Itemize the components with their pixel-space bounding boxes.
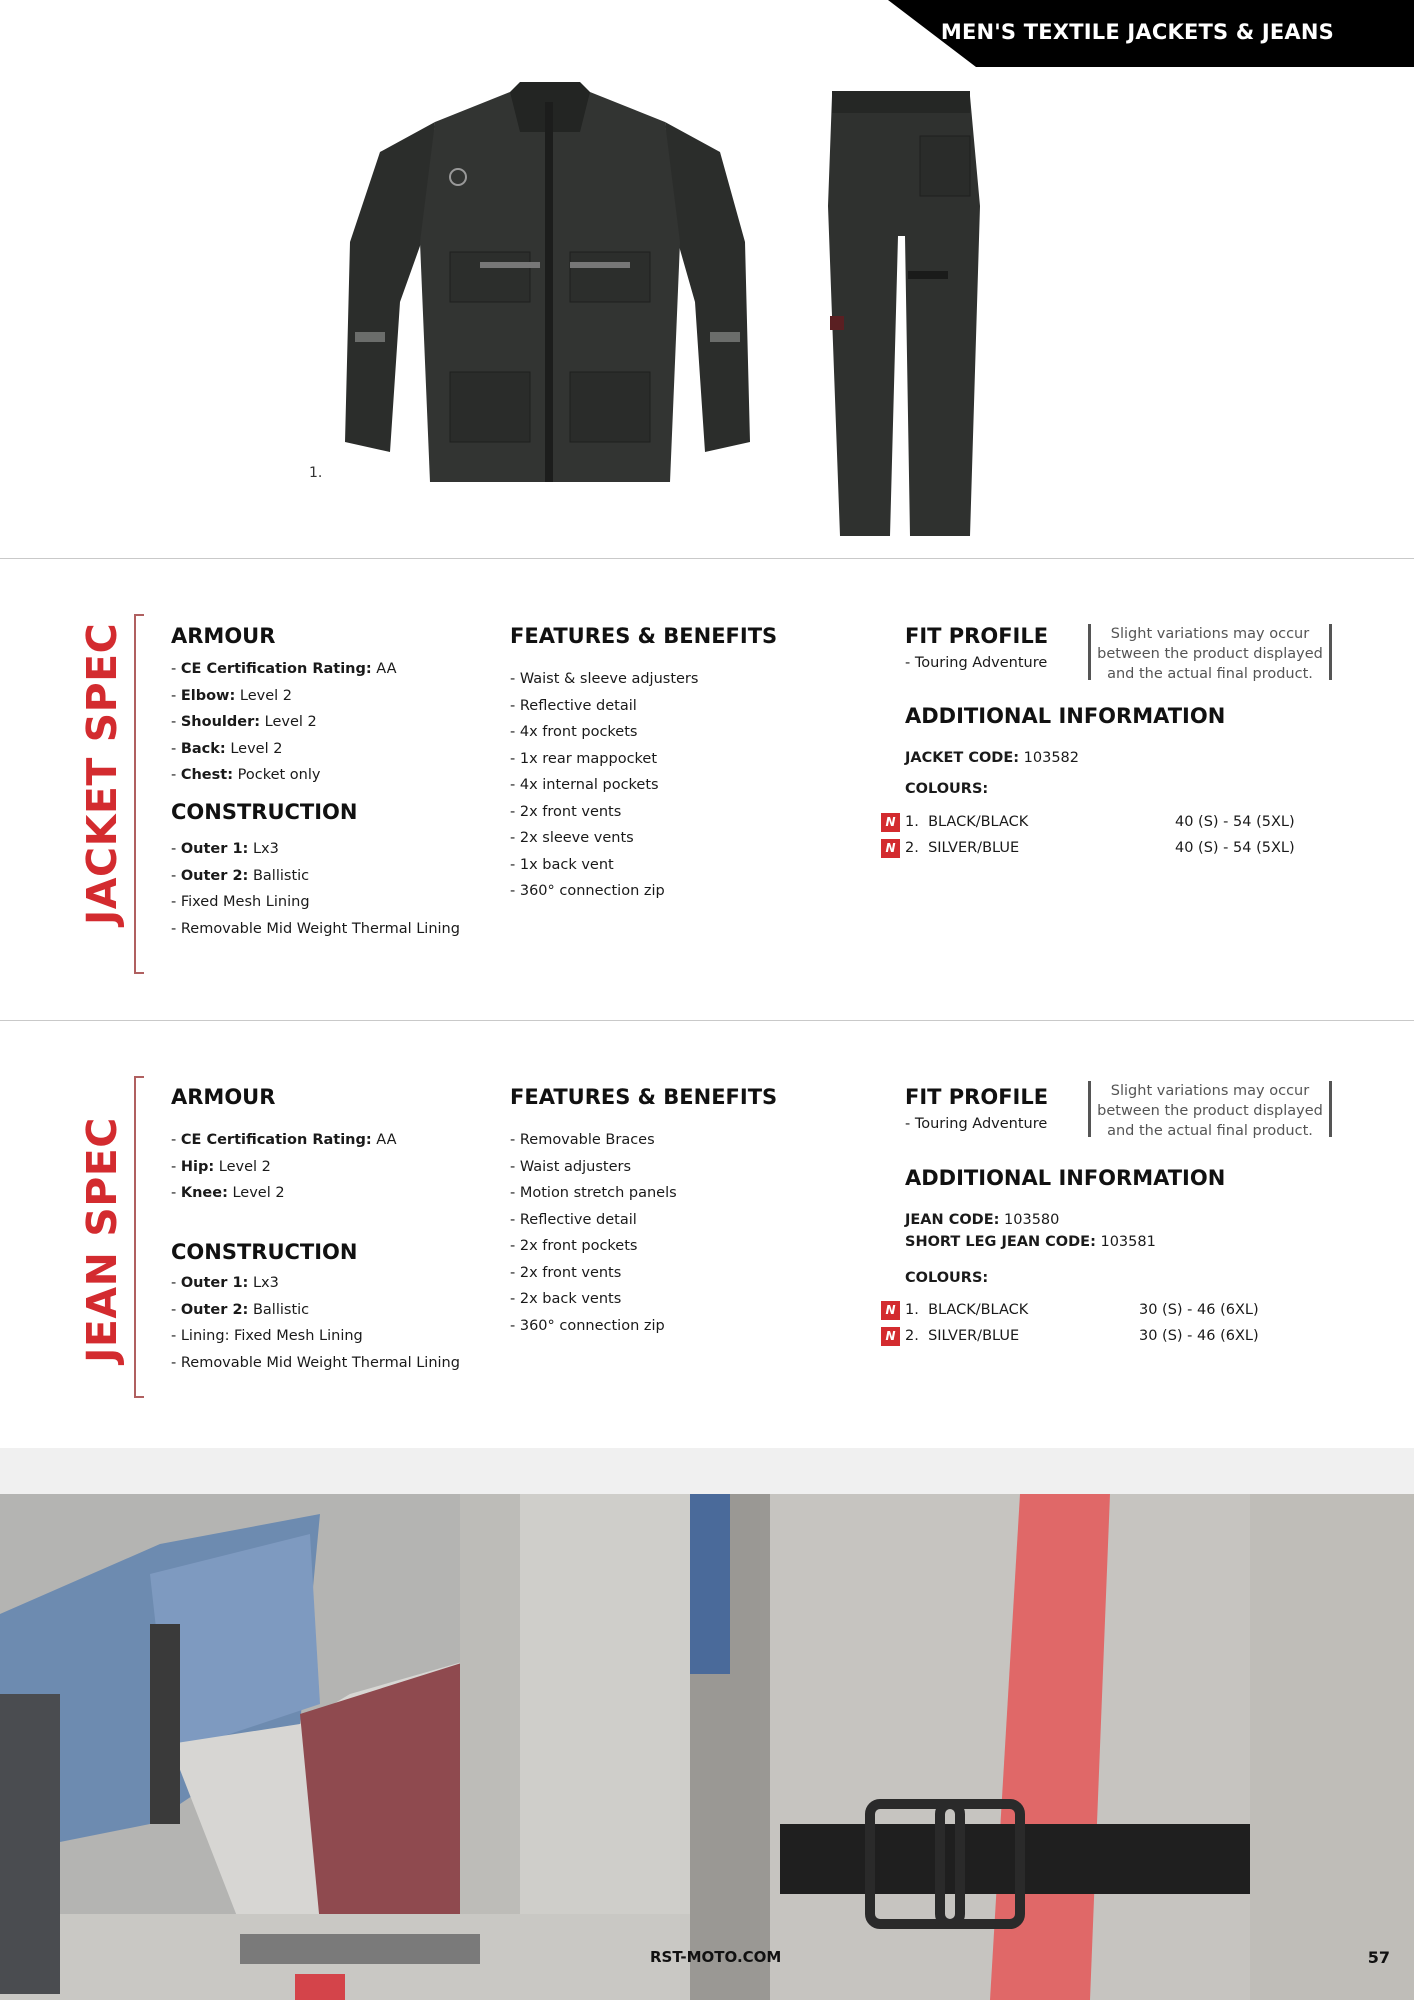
- jean-spec-title: JEAN SPEC: [78, 1117, 126, 1363]
- list-item: - 360° connection zip: [510, 1313, 677, 1340]
- list-item: - Fixed Mesh Lining: [171, 889, 460, 916]
- list-item: - Removable Mid Weight Thermal Lining: [171, 1350, 460, 1377]
- jacket-fit-value: - Touring Adventure: [905, 655, 1048, 671]
- list-item: - 1x rear mappocket: [510, 746, 698, 773]
- new-badge-icon: N: [881, 1301, 900, 1320]
- list-item: - Outer 1: Lx3: [171, 1270, 460, 1297]
- jean-armour-heading: ARMOUR: [171, 1085, 276, 1109]
- jean-colour-row: 1. BLACK/BLACK: [905, 1302, 1029, 1318]
- jacket-construction-heading: CONSTRUCTION: [171, 800, 358, 824]
- list-item: - 2x back vents: [510, 1286, 677, 1313]
- jacket-colour-row: 1. BLACK/BLACK: [905, 814, 1029, 830]
- jacket-colour-sizes: 40 (S) - 54 (5XL): [1175, 814, 1295, 830]
- jacket-spec-bracket: [134, 614, 144, 974]
- jacket-fit-heading: FIT PROFILE: [905, 624, 1049, 648]
- list-item: - 1x back vent: [510, 852, 698, 879]
- list-item: - Outer 2: Ballistic: [171, 863, 460, 890]
- jacket-disclaimer-note: Slight variations may occur between the product displayed and the actual final product.: [1088, 624, 1332, 680]
- jean-disclaimer-note: Slight variations may occur between the product displayed and the actual final product.: [1088, 1081, 1332, 1137]
- page-number: 57: [1367, 1948, 1390, 1967]
- list-item: - 2x front pockets: [510, 1233, 677, 1260]
- jean-construction-heading: CONSTRUCTION: [171, 1240, 358, 1264]
- jacket-features-heading: FEATURES & BENEFITS: [510, 624, 778, 648]
- jacket-colours-label: COLOURS:: [905, 781, 989, 797]
- new-badge-icon: N: [881, 1327, 900, 1346]
- image-number: 1.: [309, 465, 323, 481]
- list-item: - Outer 1: Lx3: [171, 836, 460, 863]
- list-item: - 4x internal pockets: [510, 772, 698, 799]
- jean-additional-heading: ADDITIONAL INFORMATION: [905, 1166, 1226, 1190]
- grey-strip: [0, 1448, 1414, 1494]
- list-item: - 2x front vents: [510, 799, 698, 826]
- footer-url[interactable]: RST-MOTO.COM: [650, 1948, 782, 1966]
- jean-colours-label: COLOURS:: [905, 1270, 989, 1286]
- jean-colour-sizes: 30 (S) - 46 (6XL): [1139, 1328, 1259, 1344]
- jean-colour-sizes: 30 (S) - 46 (6XL): [1139, 1302, 1259, 1318]
- list-item: - Outer 2: Ballistic: [171, 1297, 460, 1324]
- jean-fit-heading: FIT PROFILE: [905, 1085, 1049, 1109]
- list-item: - Shoulder: Level 2: [171, 709, 397, 736]
- list-item: - Waist & sleeve adjusters: [510, 666, 698, 693]
- jeans-image: [820, 86, 990, 546]
- list-item: - Knee: Level 2: [171, 1180, 397, 1207]
- jeans-detail-photo: [690, 1494, 1414, 2000]
- jean-spec-bracket: [134, 1076, 144, 1398]
- jacket-colour-sizes: 40 (S) - 54 (5XL): [1175, 840, 1295, 856]
- list-item: - 4x front pockets: [510, 719, 698, 746]
- list-item: - CE Certification Rating: AA: [171, 656, 397, 683]
- new-badge-icon: N: [881, 813, 900, 832]
- list-item: - 2x front vents: [510, 1260, 677, 1287]
- list-item: - CE Certification Rating: AA: [171, 1127, 397, 1154]
- jean-code: JEAN CODE: 103580: [905, 1212, 1060, 1228]
- list-item: - Reflective detail: [510, 1207, 677, 1234]
- jacket-armour-list: [171, 656, 397, 789]
- jacket-image: [340, 82, 760, 522]
- list-item: - Hip: Level 2: [171, 1154, 397, 1181]
- divider: [0, 1020, 1414, 1021]
- jacket-armour-heading: ARMOUR: [171, 624, 276, 648]
- jean-armour-list: [171, 1127, 397, 1207]
- page-title: MEN'S TEXTILE JACKETS & JEANS: [940, 20, 1334, 44]
- jean-construction-list: [171, 1270, 460, 1376]
- list-item: - Back: Level 2: [171, 736, 397, 763]
- list-item: - Elbow: Level 2: [171, 683, 397, 710]
- list-item: - Removable Braces: [510, 1127, 677, 1154]
- jean-short-leg-code: SHORT LEG JEAN CODE: 103581: [905, 1234, 1156, 1250]
- jacket-detail-photo: [0, 1494, 690, 2000]
- jacket-code: JACKET CODE: 103582: [905, 750, 1080, 766]
- list-item: - 2x sleeve vents: [510, 825, 698, 852]
- list-item: - Removable Mid Weight Thermal Lining: [171, 916, 460, 943]
- jacket-construction-list: [171, 836, 460, 942]
- list-item: - Motion stretch panels: [510, 1180, 677, 1207]
- jacket-colour-row: 2. SILVER/BLUE: [905, 840, 1020, 856]
- list-item: - Reflective detail: [510, 693, 698, 720]
- jean-fit-value: - Touring Adventure: [905, 1116, 1048, 1132]
- list-item: - 360° connection zip: [510, 878, 698, 905]
- jean-features-list: [510, 1127, 677, 1339]
- jean-features-heading: FEATURES & BENEFITS: [510, 1085, 778, 1109]
- list-item: - Waist adjusters: [510, 1154, 677, 1181]
- jacket-additional-heading: ADDITIONAL INFORMATION: [905, 704, 1226, 728]
- jacket-features-list: [510, 666, 698, 905]
- jean-colour-row: 2. SILVER/BLUE: [905, 1328, 1020, 1344]
- jacket-spec-title: JACKET SPEC: [78, 622, 126, 925]
- list-item: - Chest: Pocket only: [171, 762, 397, 789]
- list-item: - Lining: Fixed Mesh Lining: [171, 1323, 460, 1350]
- new-badge-icon: N: [881, 839, 900, 858]
- divider: [0, 558, 1414, 559]
